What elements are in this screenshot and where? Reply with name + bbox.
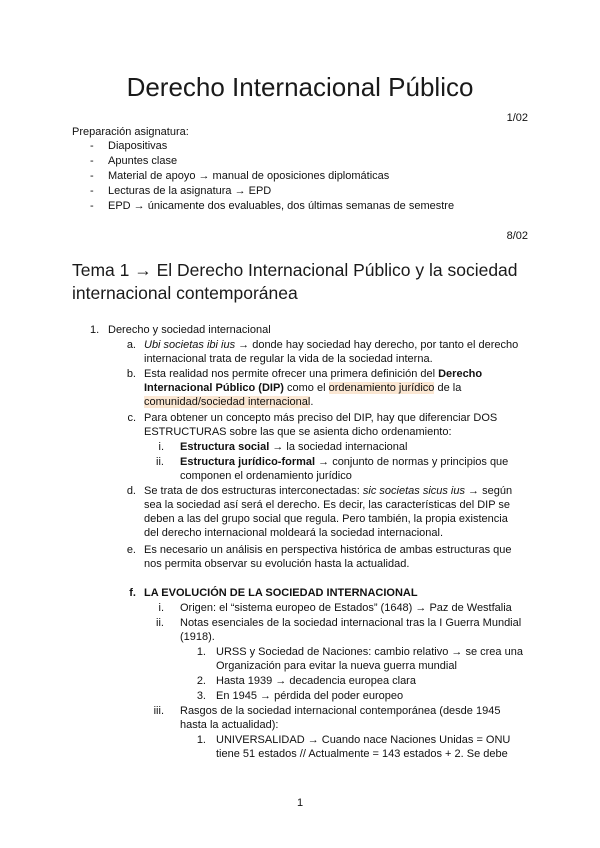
section-1 (90, 323, 271, 337)
item-marker: c. (127, 412, 136, 424)
item-text: UNIVERSALIDAD → Cuando nace Naciones Unidas = ONU (216, 734, 511, 746)
item-text: En 1945 → pérdida del poder europeo (216, 690, 404, 702)
item-text: de la (434, 382, 462, 394)
section-heading: LA EVOLUCIÓN DE LA SOCIEDAD INTERNACIONAL (144, 587, 418, 599)
item-text: Esta realidad nos permite ofrecer una primera definición del (144, 368, 439, 380)
bold-term: Estructura jurídico-formal (180, 456, 316, 468)
prep-heading: Preparación asignatura: (72, 126, 189, 138)
item-text: → donde hay sociedad hay derecho, por tanto el derecho (235, 339, 519, 351)
bold-term: Estructura social (180, 441, 270, 453)
highlight-term: comunidad/sociedad internacional (144, 396, 311, 408)
highlight-term: ordenamiento jurídico (328, 382, 435, 394)
item-text: (1918). (180, 631, 215, 643)
item-marker: d. (126, 485, 136, 497)
list-item-text: EPD → únicamente dos evaluables, dos últimas semanas de semestre (108, 200, 455, 212)
section-marker: 1. (90, 324, 100, 336)
num-marker: 3. (196, 690, 206, 702)
item-marker: e. (126, 544, 136, 556)
bold-term: Internacional Público (DIP) (144, 382, 284, 394)
latin-phrase: sic societas sicus ius (362, 485, 465, 497)
list-item: - Lecturas de la asignatura → EPD (90, 185, 272, 197)
item-text: Para obtener un concepto más preciso del DIP, hay que diferenciar DOS (144, 412, 498, 424)
item-text: deben a las del grupo social que regula. Pero también, la propia existencia (144, 513, 508, 525)
item-text: Es necesario un análisis en perspectiva histórica de ambas estructuras que (144, 544, 512, 556)
item-text: → la sociedad internacional (269, 441, 408, 453)
item-text: → conjunto de normas y principios que (315, 456, 509, 468)
tema-heading: Tema 1 → El Derecho Internacional Público y la sociedad internacional contemporánea (72, 260, 518, 303)
item-text: Notas esenciales de la sociedad internacional tras la I Guerra Mundial (180, 617, 522, 629)
list-item-text: Material de apoyo → manual de oposiciones diplomáticas (108, 170, 390, 182)
sub-marker: iii. (153, 705, 164, 717)
item-text: del derecho internacional moldeará la sociedad internacional. (144, 527, 444, 539)
item-marker: b. (126, 368, 136, 380)
item-text: tiene 51 estados // Actualmente = 143 estados + 2. Se debe (216, 748, 508, 760)
page-number: 1 (296, 797, 304, 809)
document-title: Derecho Internacional Público (126, 72, 474, 102)
num-marker: 2. (196, 675, 206, 687)
item-text: componen el ordenamiento jurídico (180, 470, 352, 482)
item-text: → según (465, 485, 513, 497)
date-stamp-2: 8/02 (506, 230, 528, 242)
list-item: - Diapositivas (90, 140, 168, 152)
item-text: como el (283, 382, 329, 394)
item-text: sea la sociedad así será el derecho. Es decir, las características del DIP se (144, 499, 511, 511)
list-item: - Apuntes clase (90, 155, 178, 167)
item-text: Origen: el “sistema europeo de Estados” (1648) → Paz de Westfalia (180, 602, 512, 614)
item-text: Hasta 1939 → decadencia europea clara (216, 675, 416, 687)
sub-marker: i. (158, 441, 164, 453)
sub-marker: i. (158, 602, 164, 614)
date-stamp-1: 1/02 (506, 112, 528, 124)
item-text: Rasgos de la sociedad internacional contemporánea (desde 1945 (180, 705, 501, 717)
item-text: ESTRUCTURAS sobre las que se asienta dicho ordenamiento: (144, 426, 452, 438)
list-item-text: Lecturas de la asignatura → EPD (108, 185, 272, 197)
list-item-text: Apuntes clase (108, 155, 178, 167)
prep-list (90, 139, 455, 214)
list-item: - Material de apoyo → manual de oposiciones diplomáticas (90, 170, 390, 182)
item-text: . (310, 396, 314, 408)
section-label: Derecho y sociedad internacional (108, 324, 271, 336)
item-text: Organización para evitar la nueva guerra mundial (216, 660, 457, 672)
list-item: - EPD → únicamente dos evaluables, dos últimas semanas de semestre (90, 200, 455, 212)
list-item-text: Diapositivas (108, 140, 168, 152)
item-text: internacional trata de regular la vida de la sociedad interna. (144, 353, 433, 365)
item-marker: a. (126, 339, 136, 351)
item-text: Se trata de dos estructuras interconectadas: (144, 485, 363, 497)
bold-term: Derecho (438, 368, 483, 380)
item-text: nos permita observar su evolución hasta la actualidad. (144, 558, 410, 570)
sub-marker: ii. (156, 617, 164, 629)
num-marker: 1. (196, 646, 206, 658)
item-marker: f. (129, 587, 136, 599)
latin-phrase: Ubi societas ibi ius (144, 339, 236, 351)
num-marker: 1. (196, 734, 206, 746)
sub-marker: ii. (156, 456, 164, 468)
item-text: hasta la actualidad): (180, 719, 279, 731)
item-text: URSS y Sociedad de Naciones: cambio relativo → se crea una (216, 646, 523, 658)
